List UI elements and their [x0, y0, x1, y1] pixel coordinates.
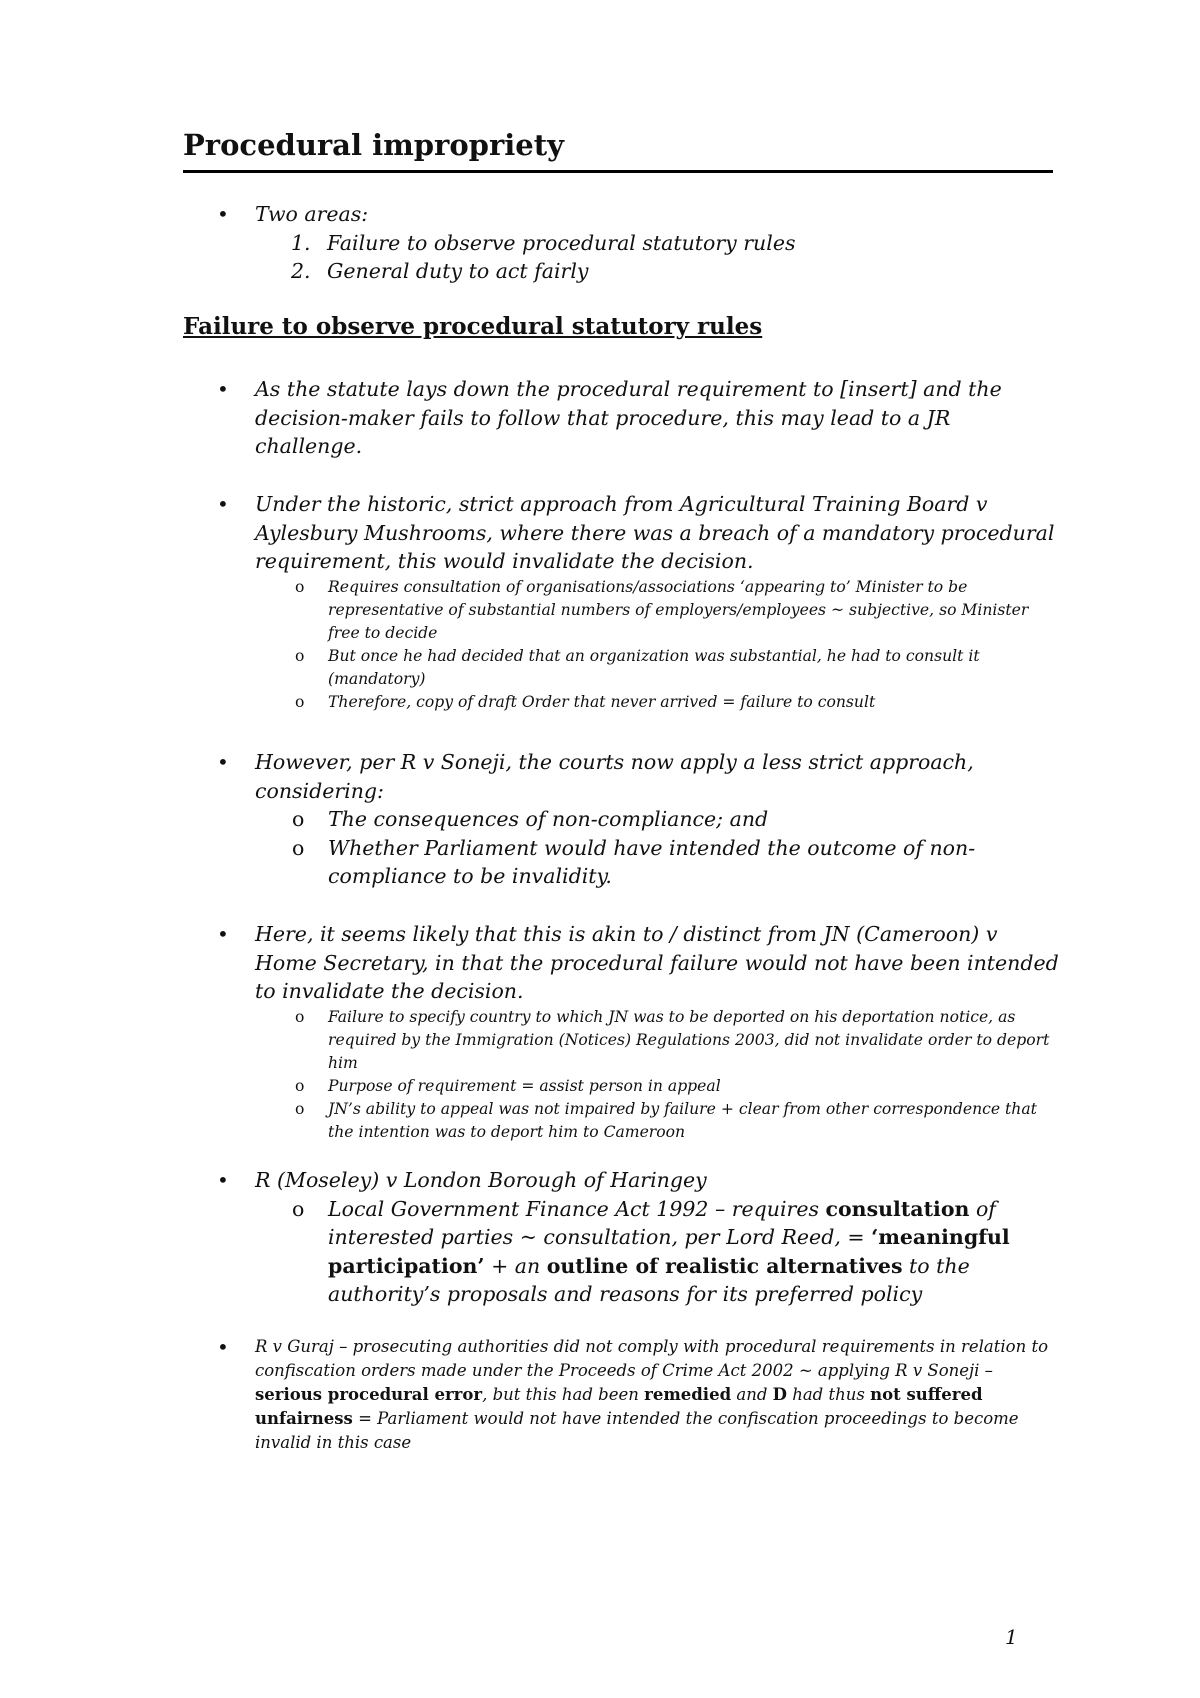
list-item	[183, 1166, 1063, 1195]
sub-item-part: + an	[491, 1253, 541, 1278]
bold-term: remedied	[644, 1385, 732, 1404]
sub-item	[183, 1006, 1063, 1075]
sub-item-part: to the authority’s proposals and reasons for its preferred policy	[328, 1253, 970, 1306]
sub-item-part: Local Government Finance Act 1992 – requires	[328, 1196, 819, 1221]
bullet-icon: •	[217, 750, 229, 774]
sub-item-text: But once he had decided that an organization was substantial, he had to consult it (mandatory)	[328, 646, 980, 688]
bullet-part: had thus	[792, 1385, 865, 1404]
circle-bullet-icon: o	[295, 646, 305, 665]
sub-item-text: The consequences of non-compliance; and	[328, 807, 769, 831]
bullet-block	[183, 1166, 1063, 1309]
bold-term: consultation	[825, 1196, 970, 1221]
sub-item-text: Failure to specify country to which JN was to be deported on his deportation notice, as required by the Immigration (Notices) Regulations 2003, did not invalidate order to deport him	[328, 1007, 1050, 1072]
item-text: General duty to act fairly	[327, 259, 589, 283]
list-item	[183, 748, 1063, 805]
section-heading: Failure to observe procedural statutory rules	[183, 313, 763, 340]
bullet-icon: •	[217, 922, 229, 946]
page-title: Procedural impropriety	[183, 126, 1053, 173]
bullet-block	[183, 375, 1063, 461]
sub-item-text: JN’s ability to appeal was not impaired by failure + clear from other correspondence that the intention was to deport him to Cameroon	[328, 1099, 1037, 1141]
sub-item-text: Whether Parliament would have intended the outcome of non-compliance to be invalidity.	[328, 835, 976, 888]
bullet-icon: •	[217, 492, 229, 516]
sub-item	[183, 1195, 1063, 1309]
numbered-item	[183, 229, 1053, 258]
list-item	[183, 375, 1063, 461]
circle-bullet-icon: o	[292, 1196, 305, 1221]
circle-bullet-icon: o	[295, 1099, 305, 1118]
sub-item	[183, 691, 1063, 714]
bullet-text: As the statute lays down the procedural requirement to [insert] and the decision-maker fails to follow that procedure, this may lead to a JR challenge.	[255, 377, 1002, 458]
numbered-item	[183, 257, 1053, 286]
bullet-block	[183, 920, 1063, 1144]
item-text: Failure to observe procedural statutory rules	[327, 230, 796, 255]
bullet-text: However, per R v Soneji, the courts now apply a less strict approach, considering:	[255, 750, 974, 803]
bullet-part: = Parliament would not have intended the confiscation proceedings to become invalid in this case	[255, 1409, 1019, 1452]
bullet-part: and	[736, 1385, 768, 1404]
item-number: 1.	[291, 230, 311, 255]
list-item	[183, 1335, 1063, 1455]
sub-item	[183, 834, 1063, 891]
circle-bullet-icon: o	[295, 692, 305, 711]
sub-item-part: of interested parties ~ consultation, per Lord Reed, =	[328, 1196, 996, 1249]
bullet-text: Under the historic, strict approach from Agricultural Training Board v Aylesbury Mushrooms, where there was a breach of a mandatory procedural requirement, this would invalidate the decision.	[255, 492, 1055, 573]
bullet-part: R v Guraj – prosecuting authorities did not comply with procedural requirements in relation to confiscation orders made under the Proceeds of Crime Act 2002 ~ applying R v Soneji –	[255, 1337, 1049, 1380]
circle-bullet-icon: o	[292, 835, 305, 860]
circle-bullet-icon: o	[295, 1007, 305, 1026]
circle-bullet-icon: o	[292, 807, 305, 831]
bold-term: ‘meaningful participation’	[328, 1225, 1010, 1278]
list-item	[183, 490, 1063, 576]
list-item	[183, 200, 1053, 229]
intro-lead: Two areas:	[255, 202, 369, 226]
circle-bullet-icon: o	[295, 1076, 305, 1095]
sub-item	[183, 805, 1063, 834]
bold-term: outline of realistic alternatives	[546, 1253, 903, 1278]
bullet-block	[183, 1335, 1063, 1455]
sub-item	[183, 1098, 1063, 1144]
intro-section	[183, 200, 1053, 286]
bullet-icon: •	[217, 202, 229, 226]
bold-term: not suffered unfairness	[255, 1385, 983, 1428]
item-number: 2.	[291, 259, 311, 283]
bullet-icon: •	[217, 1168, 229, 1192]
sub-item-text: Purpose of requirement = assist person in appeal	[328, 1076, 721, 1095]
bold-term: D	[772, 1385, 787, 1404]
sub-item	[183, 645, 1063, 691]
bullet-icon: •	[217, 1335, 229, 1359]
page-number: 1	[1005, 1625, 1018, 1649]
bullet-block	[183, 490, 1063, 714]
list-item	[183, 920, 1063, 1006]
bullet-text: Here, it seems likely that this is akin to / distinct from JN (Cameroon) v Home Secretary, in that the procedural failure would not have been intended to invalidate the decision.	[255, 922, 1059, 1003]
circle-bullet-icon: o	[295, 577, 305, 596]
sub-item-text: Requires consultation of organisations/associations ‘appearing to’ Minister to be representative of substantial numbers of employers/employees ~ subjective, so Minister free to decide	[328, 577, 1029, 642]
sub-item	[183, 1075, 1063, 1098]
sub-item-text: Therefore, copy of draft Order that never arrived = failure to consult	[328, 692, 876, 711]
bullet-block	[183, 748, 1063, 891]
bullet-part: , but this had been	[482, 1385, 639, 1404]
bullet-icon: •	[217, 377, 229, 401]
bullet-text: R (Moseley) v London Borough of Haringey	[255, 1168, 707, 1192]
sub-item	[183, 576, 1063, 645]
bold-term: serious procedural error	[255, 1385, 483, 1404]
